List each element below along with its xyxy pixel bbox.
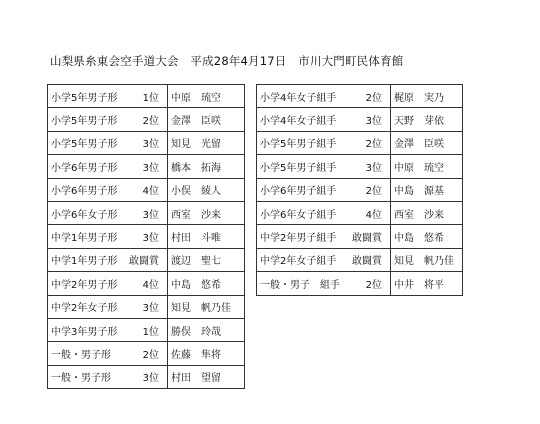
- athlete-name: 佐藤 隼将: [168, 342, 245, 365]
- place-label: 3位: [142, 303, 159, 315]
- event-cell: [48, 108, 168, 131]
- event-label: 小学5年男子組手: [260, 139, 337, 151]
- athlete-name: 知見 帆乃佳: [391, 248, 463, 271]
- event-label: 小学6年男子組手: [260, 186, 337, 198]
- table-row: [48, 248, 245, 271]
- event-label: 一般・男子形: [51, 373, 111, 385]
- event-cell: [48, 131, 168, 154]
- table-row: [257, 225, 463, 248]
- event-cell: [257, 248, 391, 271]
- athlete-name: 中原 琉空: [168, 85, 245, 108]
- table-row: [48, 85, 245, 108]
- table-row: [257, 248, 463, 271]
- table-row: [257, 155, 463, 178]
- document-title: 山梨県糸東会空手道大会 平成28年4月17日 市川大門町民体育館: [50, 54, 404, 68]
- place-label: 敢闘賞: [352, 233, 382, 245]
- table-row: [257, 178, 463, 201]
- table-row: [48, 108, 245, 131]
- athlete-name: 勝俣 玲哉: [168, 318, 245, 341]
- event-cell: [48, 225, 168, 248]
- athlete-name: 中井 将平: [391, 272, 463, 295]
- event-cell: [257, 131, 391, 154]
- place-label: 3位: [142, 233, 159, 245]
- event-cell: [48, 295, 168, 318]
- event-cell: [48, 248, 168, 271]
- event-label: 中学3年男子形: [51, 326, 118, 338]
- place-label: 1位: [142, 92, 159, 104]
- athlete-name: 中原 琉空: [391, 155, 463, 178]
- event-label: 小学5年男子形: [51, 92, 118, 104]
- table-row: [257, 108, 463, 131]
- place-label: 2位: [142, 116, 159, 128]
- athlete-name: 中島 悠希: [168, 272, 245, 295]
- athlete-name: 橋本 拓海: [168, 155, 245, 178]
- event-label: 中学1年男子形: [51, 233, 118, 245]
- place-label: 3位: [365, 116, 382, 128]
- table-row: [48, 201, 245, 224]
- event-label: 一般・男子形: [51, 349, 111, 361]
- table-row: [48, 178, 245, 201]
- place-label: 2位: [365, 186, 382, 198]
- athlete-name: 小俣 綾人: [168, 178, 245, 201]
- table-row: [48, 272, 245, 295]
- table-row: [257, 85, 463, 108]
- event-cell: [257, 225, 391, 248]
- athlete-name: 金澤 臣咲: [391, 131, 463, 154]
- athlete-name: 中島 悠希: [391, 225, 463, 248]
- event-cell: [48, 178, 168, 201]
- event-cell: [257, 108, 391, 131]
- place-label: 4位: [365, 209, 382, 221]
- athlete-name: 村田 斗唯: [168, 225, 245, 248]
- event-label: 小学5年男子組手: [260, 162, 337, 174]
- athlete-name: 西室 沙来: [168, 201, 245, 224]
- athlete-name: 中島 源基: [391, 178, 463, 201]
- place-label: 3位: [142, 209, 159, 221]
- athlete-name: 知見 光留: [168, 131, 245, 154]
- table-row: [48, 342, 245, 365]
- place-label: 2位: [365, 139, 382, 151]
- event-cell: [48, 365, 168, 388]
- place-label: 3位: [365, 162, 382, 174]
- event-label: 中学1年男子形: [51, 256, 118, 268]
- table-row: [48, 365, 245, 388]
- athlete-name: 渡辺 聖七: [168, 248, 245, 271]
- table-row: [48, 131, 245, 154]
- event-label: 中学2年男子組手: [260, 233, 337, 245]
- table-row: [257, 201, 463, 224]
- table-row: [48, 225, 245, 248]
- event-label: 小学4年女子組手: [260, 92, 337, 104]
- event-cell: [48, 272, 168, 295]
- table-row: [48, 295, 245, 318]
- table-row: [48, 318, 245, 341]
- athlete-name: 村田 望留: [168, 365, 245, 388]
- kumite-results-table: [256, 84, 463, 296]
- place-label: 3位: [142, 139, 159, 151]
- event-cell: [257, 201, 391, 224]
- event-label: 小学5年男子形: [51, 116, 118, 128]
- event-cell: [48, 85, 168, 108]
- event-cell: [48, 342, 168, 365]
- place-label: 敢闘賞: [352, 256, 382, 268]
- athlete-name: 知見 帆乃佳: [168, 295, 245, 318]
- event-cell: [48, 201, 168, 224]
- place-label: 敢闘賞: [129, 256, 159, 268]
- event-label: 中学2年女子組手: [260, 256, 337, 268]
- table-row: [257, 131, 463, 154]
- place-label: 2位: [365, 92, 382, 104]
- place-label: 3位: [142, 373, 159, 385]
- kata-results-table: [47, 84, 245, 389]
- event-cell: [257, 85, 391, 108]
- event-cell: [48, 318, 168, 341]
- place-label: 1位: [142, 326, 159, 338]
- event-label: 中学2年女子形: [51, 303, 118, 315]
- event-label: 中学2年男子形: [51, 279, 118, 291]
- event-cell: [257, 155, 391, 178]
- table-row: [48, 155, 245, 178]
- event-label: 小学6年女子組手: [260, 209, 337, 221]
- event-label: 一般・男子 組手: [260, 279, 340, 291]
- table-row: [257, 272, 463, 295]
- event-cell: [48, 155, 168, 178]
- place-label: 2位: [142, 349, 159, 361]
- event-cell: [257, 272, 391, 295]
- athlete-name: 西室 沙来: [391, 201, 463, 224]
- event-label: 小学6年男子形: [51, 186, 118, 198]
- athlete-name: 金澤 臣咲: [168, 108, 245, 131]
- place-label: 4位: [142, 279, 159, 291]
- event-label: 小学4年女子組手: [260, 116, 337, 128]
- athlete-name: 天野 芽依: [391, 108, 463, 131]
- place-label: 4位: [142, 186, 159, 198]
- place-label: 3位: [142, 162, 159, 174]
- athlete-name: 梶原 実乃: [391, 85, 463, 108]
- event-label: 小学6年女子形: [51, 209, 118, 221]
- event-label: 小学5年男子形: [51, 139, 118, 151]
- event-label: 小学6年男子形: [51, 162, 118, 174]
- place-label: 2位: [365, 279, 382, 291]
- event-cell: [257, 178, 391, 201]
